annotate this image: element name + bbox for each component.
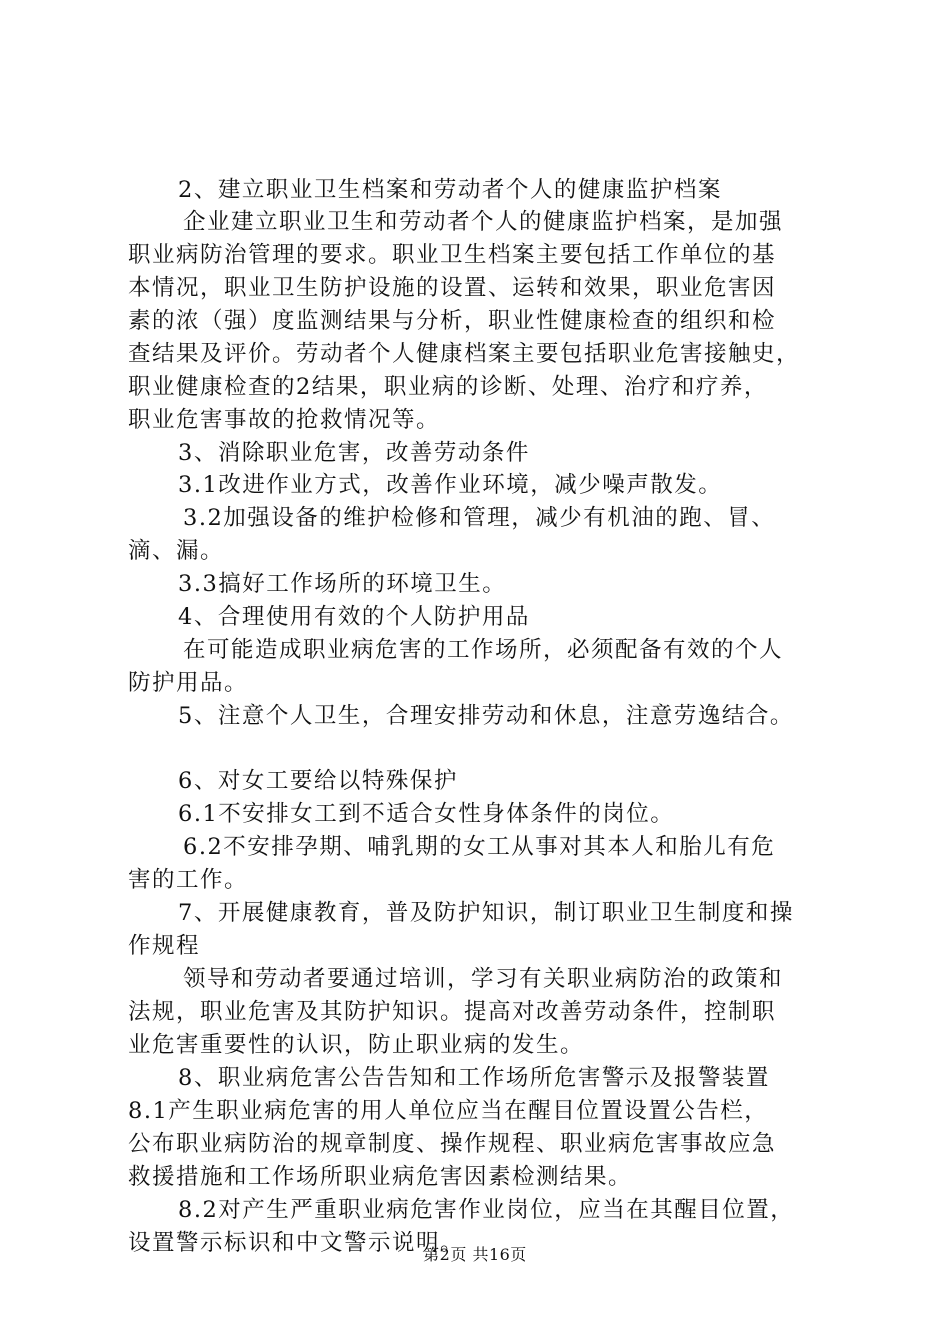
heading-2: 2、建立职业卫生档案和劳动者个人的健康监护档案 <box>178 177 722 203</box>
paragraph-line: 企业建立职业卫生和劳动者个人的健康监护档案，是加强 <box>183 209 784 235</box>
item-3-2: 3.2加强设备的维护检修和管理，减少有机油的跑、冒、 <box>183 505 776 531</box>
paragraph-line: 职业病防治管理的要求。职业卫生档案主要包括工作单位的基 <box>128 242 777 268</box>
paragraph-line: 素的浓（强）度监测结果与分析，职业性健康检查的组织和检 <box>128 308 777 334</box>
paragraph-line: 作规程 <box>128 933 201 959</box>
heading-8: 8、职业病危害公告告知和工作场所危害警示及报警装置 <box>178 1065 770 1091</box>
paragraph-line: 公布职业病防治的规章制度、操作规程、职业病危害事故应急 <box>128 1131 777 1157</box>
heading-5: 5、注意个人卫生，合理安排劳动和休息，注意劳逸结合。 <box>178 703 794 729</box>
paragraph-line: 法规，职业危害及其防护知识。提高对改善劳动条件，控制职 <box>128 999 777 1025</box>
heading-4: 4、合理使用有效的个人防护用品 <box>178 604 530 630</box>
paragraph-line: 本情况，职业卫生防护设施的设置、运转和效果，职业危害因 <box>128 275 777 301</box>
paragraph-line: 害的工作。 <box>128 867 249 893</box>
item-8-2: 8.2对产生严重职业病危害作业岗位，应当在其醒目位置， <box>178 1197 795 1223</box>
page-footer: 第2页 共16页 <box>423 1245 527 1264</box>
paragraph-line: 在可能造成职业病危害的工作场所，必须配备有效的个人 <box>183 637 784 663</box>
paragraph-line: 滴、漏。 <box>128 538 225 564</box>
paragraph-line: 业危害重要性的认识，防止职业病的发生。 <box>128 1032 585 1058</box>
item-6-1: 6.1不安排女工到不适合女性身体条件的岗位。 <box>178 801 675 827</box>
item-3-3: 3.3搞好工作场所的环境卫生。 <box>178 571 507 597</box>
paragraph-line: 领导和劳动者要通过培训，学习有关职业病防治的政策和 <box>183 966 784 992</box>
heading-6: 6、对女工要给以特殊保护 <box>178 768 458 794</box>
paragraph-line: 设置警示标识和中文警示说明。 <box>128 1230 465 1256</box>
heading-3: 3、消除职业危害，改善劳动条件 <box>178 440 530 466</box>
paragraph-line: 查结果及评价。劳动者个人健康档案主要包括职业危害接触史， <box>128 341 801 367</box>
item-8-1: 8.1产生职业病危害的用人单位应当在醒目位置设置公告栏， <box>128 1098 769 1124</box>
paragraph-line: 职业危害事故的抢救情况等。 <box>128 407 441 433</box>
paragraph-line: 救援措施和工作场所职业病危害因素检测结果。 <box>128 1164 633 1190</box>
item-6-2: 6.2不安排孕期、哺乳期的女工从事对其本人和胎儿有危 <box>183 834 776 860</box>
paragraph-line: 职业健康检查的2结果，职业病的诊断、处理、治疗和疗养， <box>128 374 768 400</box>
item-3-1: 3.1改进作业方式，改善作业环境，减少噪声散发。 <box>178 472 723 498</box>
heading-7: 7、开展健康教育，普及防护知识，制订职业卫生制度和操 <box>178 900 794 926</box>
paragraph-line: 防护用品。 <box>128 670 249 696</box>
